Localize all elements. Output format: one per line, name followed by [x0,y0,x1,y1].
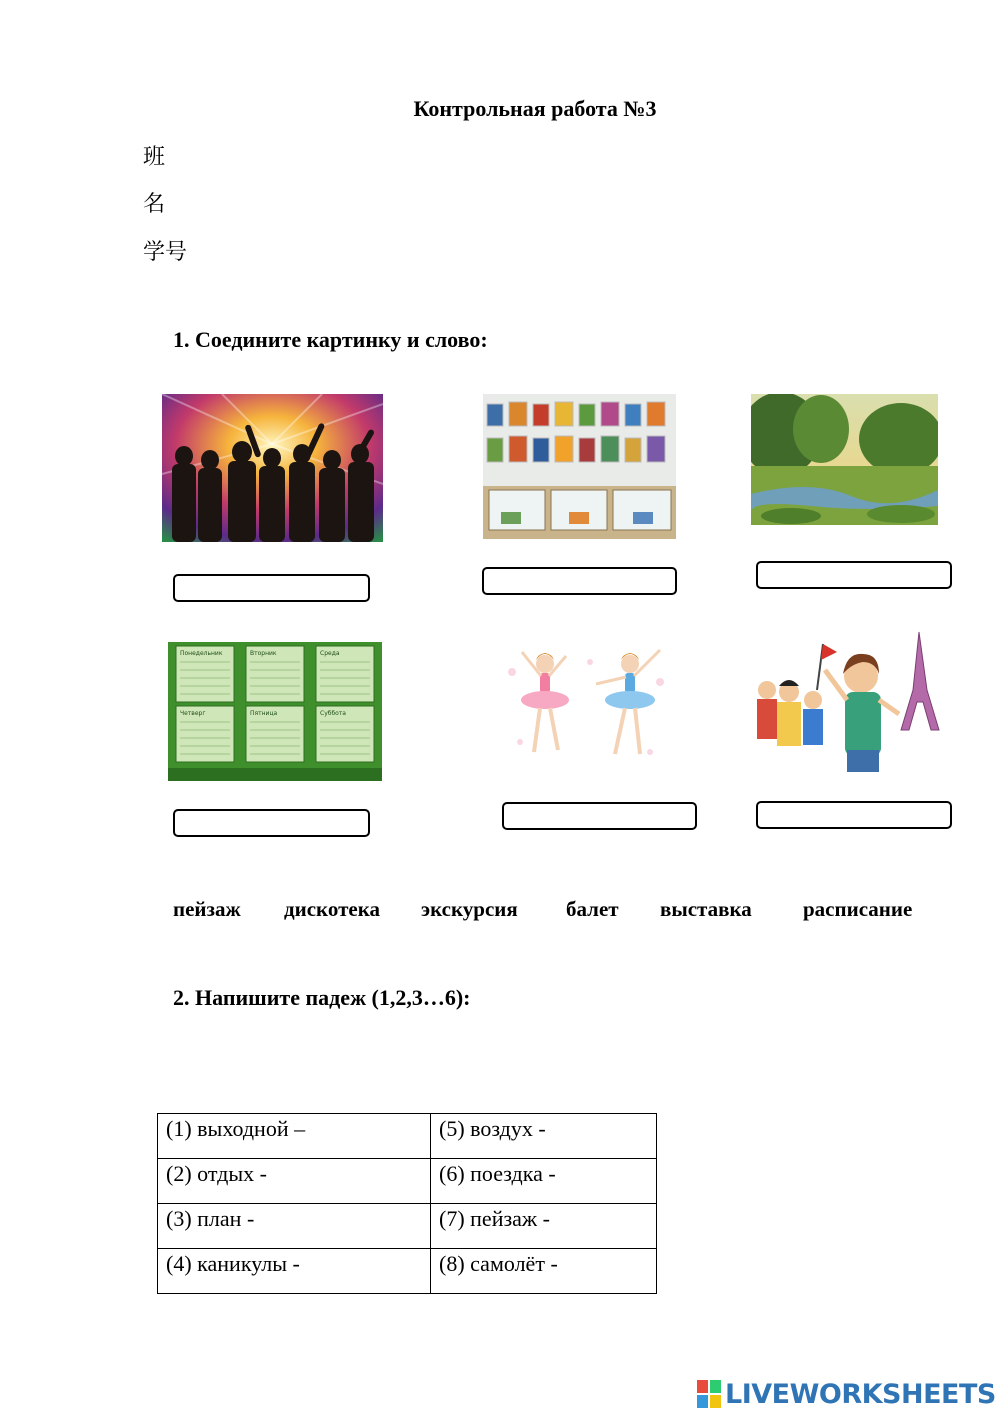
timetable-day-label: Пятница [250,710,278,717]
case-cell[interactable]: (4) каникулы - [158,1249,431,1294]
ballet-dancers-image [500,642,676,768]
case-cell[interactable]: (1) выходной – [158,1114,431,1159]
case-cell[interactable]: (3) план - [158,1204,431,1249]
answer-box-excursion[interactable] [756,801,952,829]
answer-box-ballet[interactable] [502,802,697,830]
landscape-painting-image [751,394,938,525]
case-cell[interactable]: (8) самолёт - [431,1249,657,1294]
timetable-image [168,642,382,781]
answer-box-landscape[interactable] [756,561,952,589]
case-cell[interactable]: (6) поездка - [431,1159,657,1204]
task1-heading: 1. Соедините картинку и слово: [173,327,488,352]
case-cell[interactable]: (7) пейзаж - [431,1204,657,1249]
word-bank-item[interactable]: расписание [803,897,913,921]
table-row [158,1159,657,1204]
student-number-label: 学号 [143,240,188,265]
answer-box-timetable[interactable] [173,809,370,837]
timetable-day-label: Среда [320,650,340,657]
case-cell[interactable]: (5) воздух - [431,1114,657,1159]
worksheet-title: Контрольная работа №3 [413,96,657,121]
table-row [158,1114,657,1159]
answer-box-disco[interactable] [173,574,370,602]
word-bank-item[interactable]: экскурсия [421,897,518,921]
word-bank-item[interactable]: балет [566,897,619,921]
word-bank-item[interactable]: дискотека [284,897,381,921]
word-bank-item[interactable]: пейзаж [173,897,241,921]
timetable-day-label: Вторник [250,650,277,657]
table-row [158,1204,657,1249]
name-label: 名 [143,192,166,217]
excursion-guide-image [751,630,940,773]
disco-party-image [162,394,383,542]
timetable-day-label: Понедельник [180,650,223,657]
timetable-day-label: Суббота [320,710,346,717]
art-exhibition-image [483,394,676,539]
answer-box-exhibition[interactable] [482,567,677,595]
liveworksheets-logo-icon [697,1380,721,1408]
liveworksheets-brand: LIVEWORKSHEETS [725,1378,996,1410]
timetable-day-label: Четверг [180,710,206,717]
case-table [157,1113,657,1294]
liveworksheets-logo [697,1377,996,1411]
class-label: 班 [143,145,166,170]
table-row [158,1249,657,1294]
word-bank-item[interactable]: выставка [660,897,752,921]
task2-heading: 2. Напишите падеж (1,2,3…6): [173,985,471,1010]
case-cell[interactable]: (2) отдых - [158,1159,431,1204]
